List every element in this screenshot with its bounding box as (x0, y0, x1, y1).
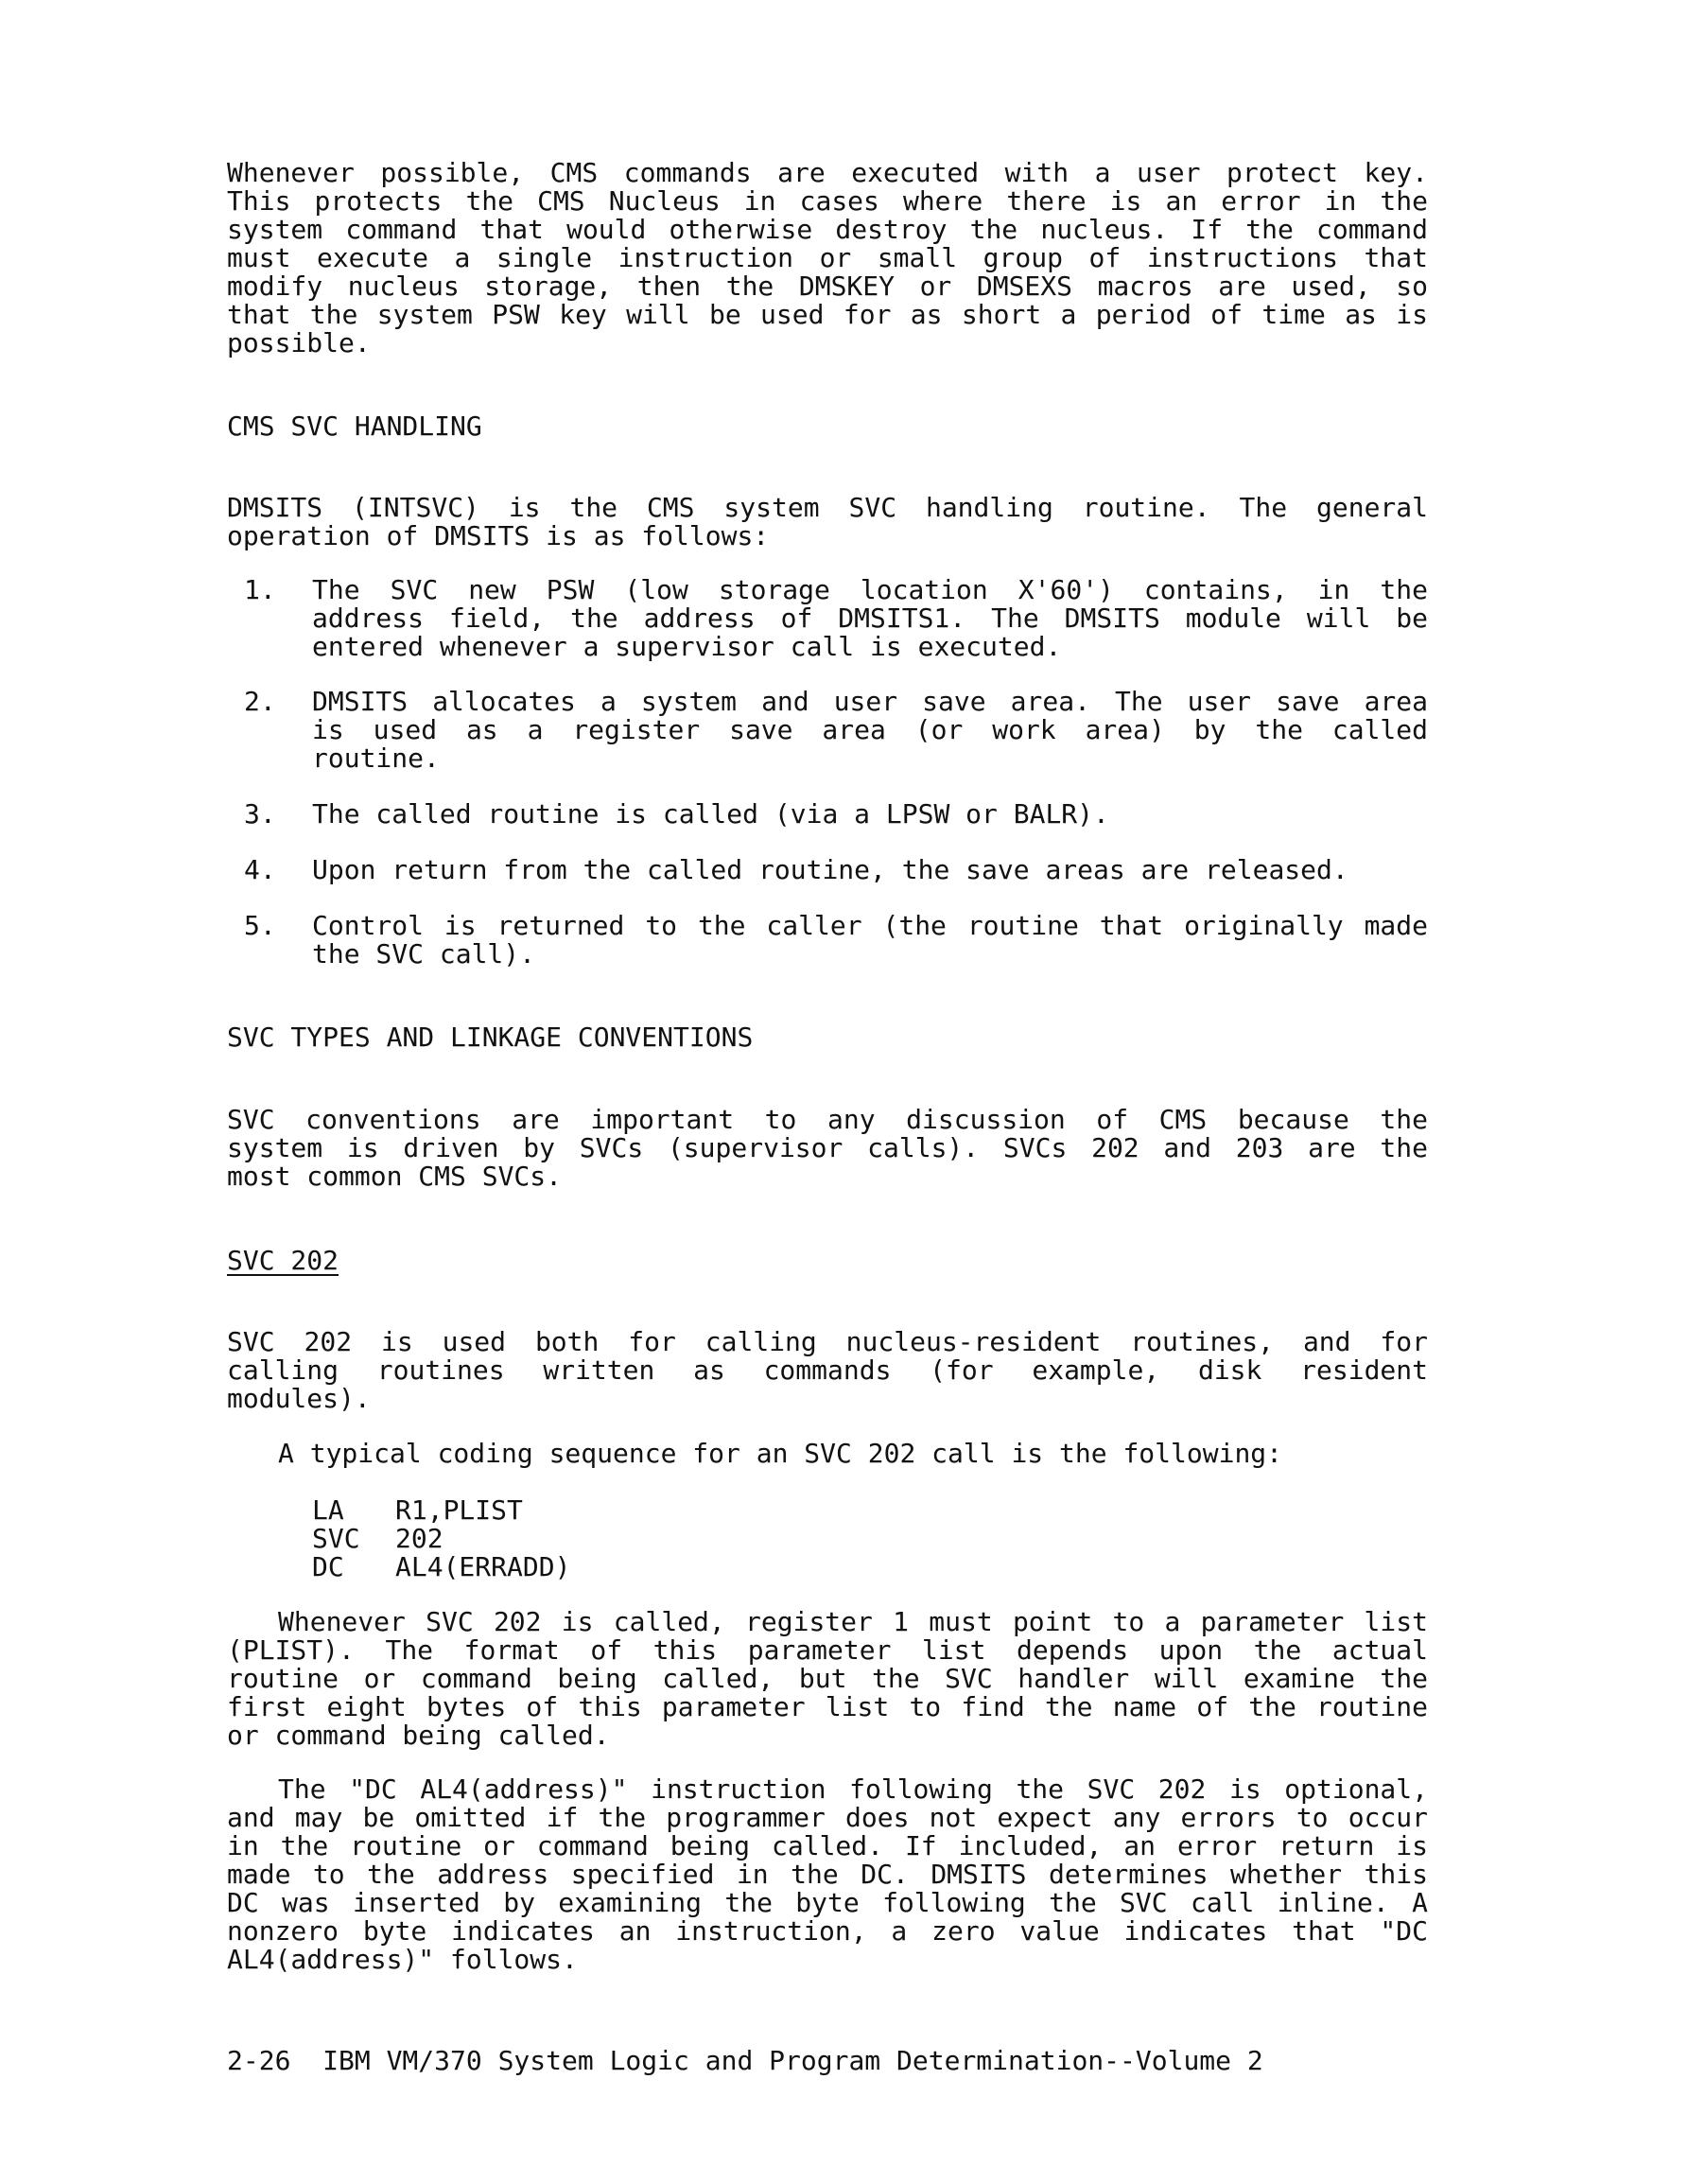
intro-paragraph (227, 159, 1428, 358)
code-operand: 202 (395, 1523, 443, 1554)
text-line: is used as a register save area (or work area) by the called (312, 714, 1428, 745)
page-footer: 2-26 IBM VM/370 System Logic and Program Determination--Volume 2 (227, 2045, 1263, 2076)
text-line: or command being called. (227, 1720, 610, 1751)
text-line: A typical coding sequence for an SVC 202 call is the following: (278, 1438, 1283, 1469)
svc202-paragraph-3 (227, 1608, 1428, 1750)
code-opcode: LA (312, 1494, 344, 1526)
text-line: address field, the address of DMSITS1. The DMSITS module will be (312, 603, 1428, 634)
text-line: possible. (227, 327, 371, 358)
text-line: DC was inserted by examining the byte following the SVC call inline. A (227, 1887, 1428, 1918)
svc202-paragraph-4 (227, 1775, 1428, 1974)
text-line: (PLIST). The format of this parameter list depends upon the actual (227, 1634, 1428, 1666)
text-line: system command that would otherwise destroy the nucleus. If the command (227, 214, 1428, 245)
text-line: The SVC new PSW (low storage location X'60') contains, in the (312, 574, 1428, 605)
text-line: DMSITS allocates a system and user save area. The user save area (312, 686, 1428, 717)
section-heading-svc-types (227, 1023, 1428, 1052)
code-opcode: SVC (312, 1523, 360, 1554)
text-line: SVC conventions are important to any discussion of CMS because the (227, 1104, 1428, 1135)
code-operand: AL4(ERRADD) (395, 1551, 571, 1582)
subsection-heading-svc202 (227, 1247, 1428, 1275)
text-line: DMSITS (INTSVC) is the CMS system SVC handling routine. The general (227, 492, 1428, 523)
list-item-number: 5. (244, 910, 276, 941)
text-line: most common CMS SVCs. (227, 1161, 563, 1192)
text-line: operation of DMSITS is as follows: (227, 520, 770, 551)
text-line: Control is returned to the caller (the routine that originally made (312, 910, 1428, 941)
code-opcode: DC (312, 1551, 344, 1582)
text-line: first eight bytes of this parameter list to find the name of the routine (227, 1691, 1428, 1722)
code-line (312, 1525, 570, 1553)
text-line: The called routine is called (via a LPSW or BALR). (312, 798, 1109, 830)
code-line (312, 1553, 570, 1581)
text-line: made to the address specified in the DC. DMSITS determines whether this (227, 1859, 1428, 1890)
svc202-paragraph-1 (227, 1328, 1428, 1413)
section-heading-svc-handling (227, 412, 1428, 441)
code-sample (312, 1496, 570, 1581)
text-line: entered whenever a supervisor call is executed. (312, 631, 1062, 662)
svc-handling-paragraph (227, 494, 1428, 550)
text-line: Whenever SVC 202 is called, register 1 must point to a parameter list (278, 1606, 1428, 1637)
text-line: AL4(address)" follows. (227, 1944, 578, 1975)
code-operand: R1,PLIST (395, 1494, 523, 1526)
list-item-number: 1. (244, 574, 276, 605)
list-item-number: 2. (244, 686, 276, 717)
section-heading: SVC TYPES AND LINKAGE CONVENTIONS (227, 1022, 754, 1053)
text-line: routine or command being called, but the SVC handler will examine the (227, 1663, 1428, 1694)
code-line (312, 1496, 570, 1525)
text-line: Upon return from the called routine, the save areas are released. (312, 854, 1348, 885)
section-heading: CMS SVC HANDLING (227, 411, 482, 442)
text-line: the SVC call). (312, 938, 536, 970)
text-line: nonzero byte indicates an instruction, a zero value indicates that "DC (227, 1915, 1428, 1947)
list-item-number: 4. (244, 854, 276, 885)
subsection-heading: SVC 202 (227, 1245, 339, 1276)
svc202-paragraph-2 (227, 1440, 1428, 1468)
text-line: modify nucleus storage, then the DMSKEY or DMSEXS macros are used, so (227, 271, 1428, 302)
text-line: and may be omitted if the programmer does not expect any errors to occur (227, 1802, 1428, 1833)
svc-types-paragraph (227, 1106, 1428, 1191)
text-line: modules). (227, 1383, 371, 1414)
text-line: calling routines written as commands (for example, disk resident (227, 1354, 1428, 1386)
text-line: in the routine or command being called. If included, an error return is (227, 1830, 1428, 1861)
text-line: This protects the CMS Nucleus in cases where there is an error in the (227, 185, 1428, 217)
text-line: routine. (312, 743, 440, 774)
list-item-number: 3. (244, 798, 276, 830)
text-line: SVC 202 is used both for calling nucleus-resident routines, and for (227, 1326, 1428, 1357)
text-line: Whenever possible, CMS commands are executed with a user protect key. (227, 157, 1428, 188)
text-line: that the system PSW key will be used for as short a period of time as is (227, 299, 1428, 330)
text-line: The "DC AL4(address)" instruction following the SVC 202 is optional, (278, 1773, 1428, 1805)
text-line: system is driven by SVCs (supervisor calls). SVCs 202 and 203 are the (227, 1132, 1428, 1163)
text-line: must execute a single instruction or small group of instructions that (227, 242, 1428, 273)
